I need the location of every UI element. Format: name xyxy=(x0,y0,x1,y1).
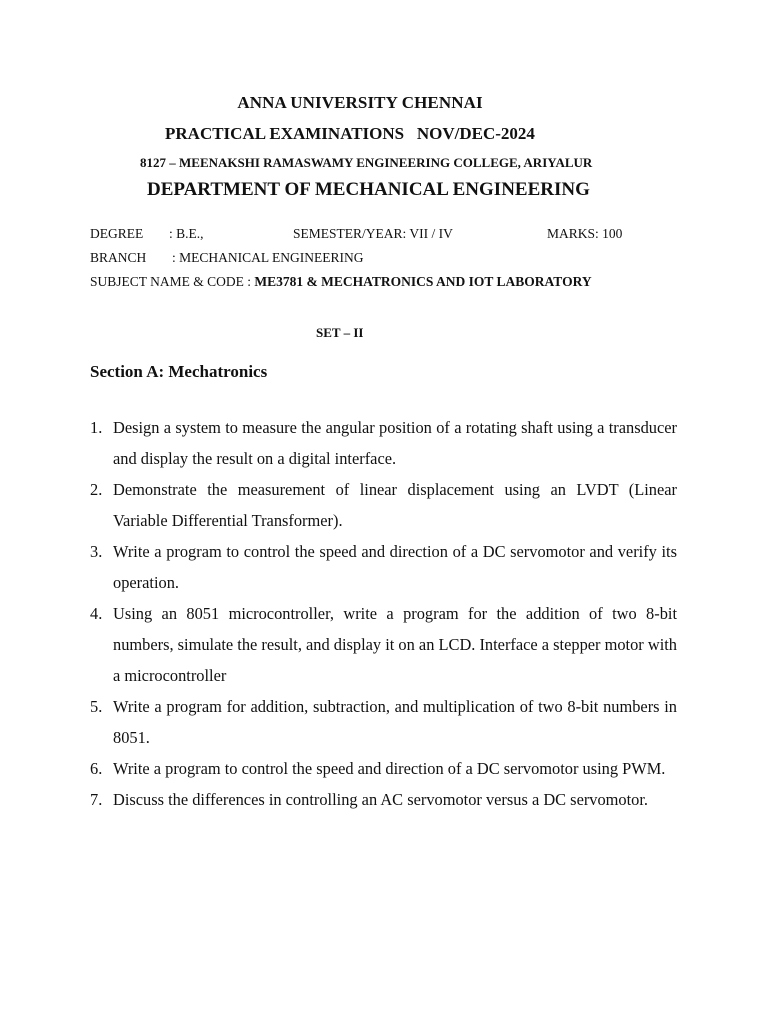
list-item xyxy=(90,598,677,691)
question-text: Write a program to control the speed and direction of a DC servomotor and verify its operation. xyxy=(113,542,677,592)
question-text: Write a program to control the speed and direction of a DC servomotor using PWM. xyxy=(113,759,666,778)
question-number: 1. xyxy=(90,418,103,437)
question-text: Using an 8051 microcontroller, write a program for the addition of two 8-bit numbers, simulate the result, and display it on an LCD. Interface a stepper motor with a microcontroller xyxy=(113,604,677,685)
question-number: 6. xyxy=(90,759,103,778)
question-list xyxy=(90,412,677,815)
list-item xyxy=(90,691,677,753)
marks: MARKS: 100 xyxy=(547,226,623,241)
college-name: 8127 – MEENAKSHI RAMASWAMY ENGINEERING COLLEGE, ARIYALUR xyxy=(140,155,593,170)
list-item xyxy=(90,412,677,474)
question-number: 3. xyxy=(90,542,103,561)
exam-title: PRACTICAL EXAMINATIONS NOV/DEC-2024 xyxy=(165,124,535,143)
question-number: 2. xyxy=(90,480,103,499)
university-title: ANNA UNIVERSITY CHENNAI xyxy=(237,93,483,112)
question-text: Demonstrate the measurement of linear displacement using an LVDT (Linear Variable Differential Transformer). xyxy=(113,480,677,530)
subject-label: SUBJECT NAME & CODE : xyxy=(90,274,255,289)
semester-year: SEMESTER/YEAR: VII / IV xyxy=(293,226,453,241)
question-text: Design a system to measure the angular position of a rotating shaft using a transducer and display the result on a digital interface. xyxy=(113,418,677,468)
question-text: Discuss the differences in controlling an AC servomotor versus a DC servomotor. xyxy=(113,790,649,809)
list-item xyxy=(90,536,677,598)
question-number: 5. xyxy=(90,697,103,716)
list-item xyxy=(90,753,677,784)
subject-value: ME3781 & MECHATRONICS AND IOT LABORATORY xyxy=(254,274,592,289)
branch-label: BRANCH xyxy=(90,250,147,265)
department-title: DEPARTMENT OF MECHANICAL ENGINEERING xyxy=(147,179,590,200)
branch-value: : MECHANICAL ENGINEERING xyxy=(172,250,364,265)
section-title: Section A: Mechatronics xyxy=(90,362,268,381)
degree-label: DEGREE xyxy=(90,226,144,241)
list-item xyxy=(90,474,677,536)
question-text: Write a program for addition, subtraction, and multiplication of two 8-bit numbers in 8051. xyxy=(113,697,677,747)
question-number: 4. xyxy=(90,604,103,623)
subject-row xyxy=(90,274,592,290)
degree-value: : B.E., xyxy=(169,226,204,241)
list-item xyxy=(90,784,677,815)
question-number: 7. xyxy=(90,790,103,809)
set-label: SET – II xyxy=(316,325,364,340)
